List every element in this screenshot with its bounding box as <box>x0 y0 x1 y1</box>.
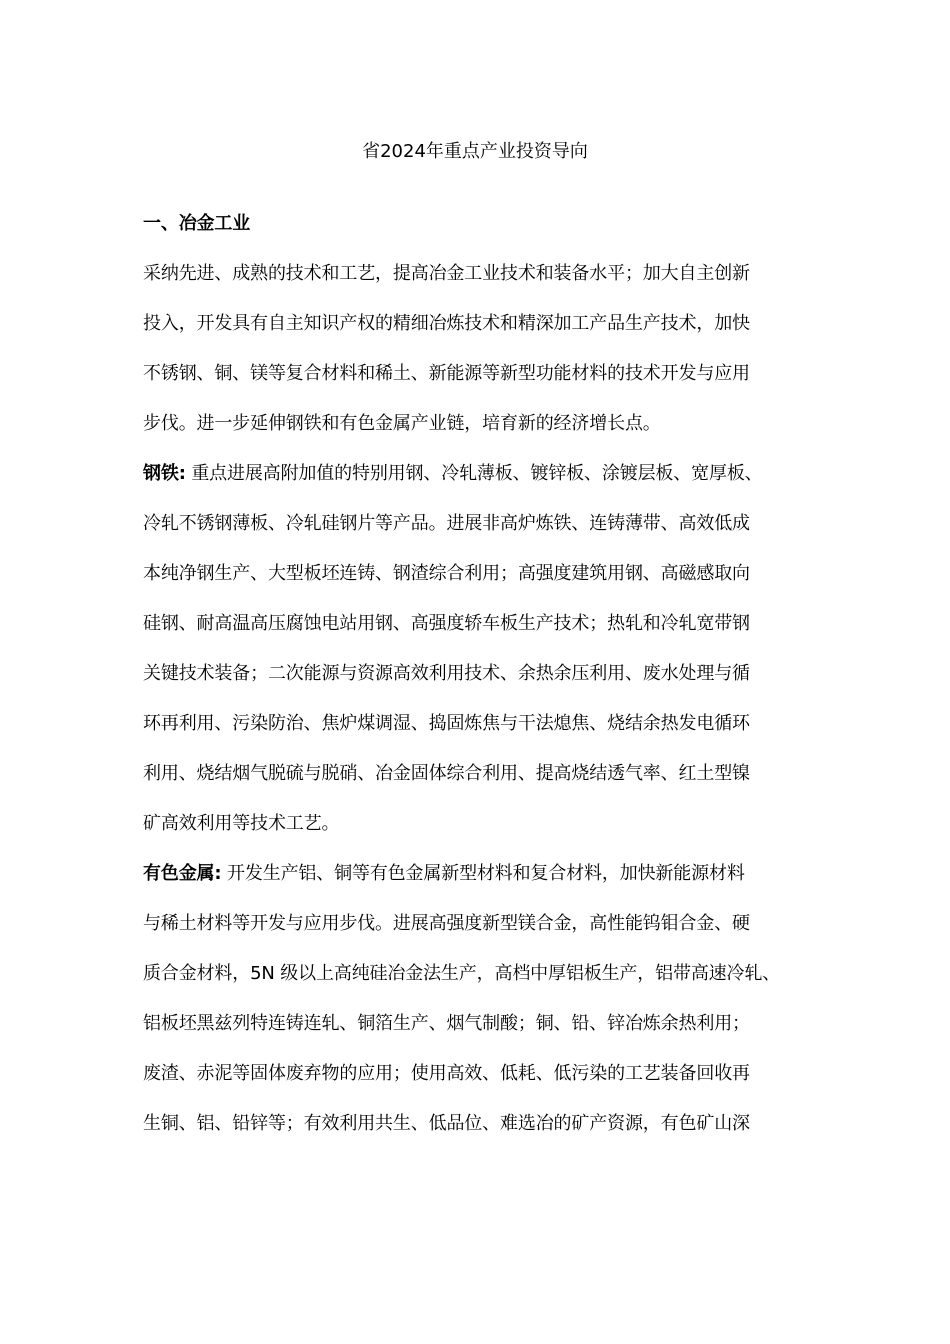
paragraph-line: 生铜、铝、铅锌等；有效利用共生、低品位、难选冶的矿产资源，有色矿山深 <box>143 1113 750 1134</box>
nonferrous-paragraph-first-line <box>143 860 823 910</box>
nonferrous-first-line-text: 开发生产铝、铜等有色金属新型材料和复合材料，加快新能源材料 <box>221 863 745 884</box>
paragraph-line: 采纳先进、成熟的技术和工艺，提高冶金工业技术和装备水平；加大自主创新 <box>143 263 750 284</box>
section-heading: 一、冶金工业 <box>143 213 251 234</box>
paragraph-line: 环再利用、污染防治、焦炉煤调湿、捣固炼焦与干法熄焦、烧结余热发电循环 <box>143 713 750 734</box>
paragraph-line: 关键技术装备；二次能源与资源高效利用技术、余热余压利用、废水处理与循 <box>143 663 750 684</box>
document-title: 省2024年重点产业投资导向 <box>362 141 588 162</box>
steel-first-line-text: 重点进展高附加值的特别用钢、冷轧薄板、镀锌板、涂镀层板、宽厚板、 <box>185 463 763 484</box>
paragraph-line: 步伐。进一步延伸钢铁和有色金属产业链，培育新的经济增长点。 <box>143 413 661 434</box>
paragraph-line: 铝板坯黑兹列特连铸连轧、铜箔生产、烟气制酸；铜、铅、锌冶炼余热利用； <box>143 1013 750 1034</box>
paragraph-line: 利用、烧结烟气脱硫与脱硝、冶金固体综合利用、提高烧结透气率、红土型镍 <box>143 763 750 784</box>
paragraph-line: 质合金材料，5N 级以上高纯硅冶金法生产，高档中厚铝板生产，铝带高速冷轧、 <box>143 963 781 984</box>
paragraph-line: 冷轧不锈钢薄板、冷轧硅钢片等产品。进展非高炉炼铁、连铸薄带、高效低成 <box>143 513 750 534</box>
steel-label: 钢铁: <box>143 463 186 484</box>
document-body <box>143 210 823 1160</box>
paragraph-line: 废渣、赤泥等固体废弃物的应用；使用高效、低耗、低污染的工艺装备回收再 <box>143 1063 750 1084</box>
nonferrous-label: 有色金属: <box>143 863 222 884</box>
paragraph-line: 硅钢、耐高温高压腐蚀电站用钢、高强度轿车板生产技术；热轧和冷轧宽带钢 <box>143 613 750 634</box>
steel-paragraph-first-line <box>143 460 823 510</box>
paragraph-line: 不锈钢、铜、镁等复合材料和稀土、新能源等新型功能材料的技术开发与应用 <box>143 363 750 384</box>
paragraph-line: 本纯净钢生产、大型板坯连铸、钢渣综合利用；高强度建筑用钢、高磁感取向 <box>143 563 750 584</box>
paragraph-line: 投入，开发具有自主知识产权的精细冶炼技术和精深加工产品生产技术，加快 <box>143 313 750 334</box>
paragraph-line: 矿高效利用等技术工艺。 <box>143 813 340 834</box>
paragraph-line: 与稀土材料等开发与应用步伐。进展高强度新型镁合金，高性能钨钼合金、硬 <box>143 913 750 934</box>
